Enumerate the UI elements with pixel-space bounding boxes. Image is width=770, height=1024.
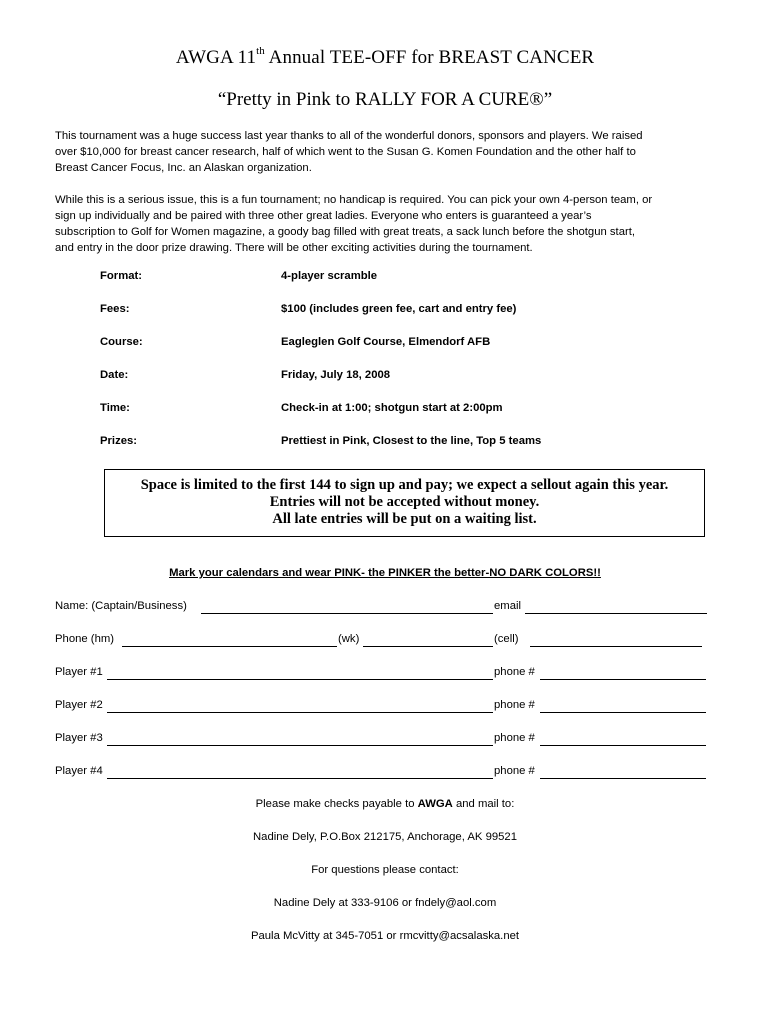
player-4-phone-field[interactable] [540, 778, 706, 779]
title-main: AWGA 11 [175, 47, 257, 68]
player-label: Player #3 [55, 732, 103, 744]
page-title [0, 47, 770, 69]
reminder-text: Mark your calendars and wear PINK- the PINKER the better-NO DARK COLORS!! [169, 567, 601, 579]
player-2-name-field[interactable] [107, 712, 493, 713]
detail-value: Check-in at 1:00; shotgun start at 2:00pm [281, 402, 503, 414]
intro-line: While this is a serious issue, this is a fun tournament; no handicap is required. You can pick your own 4-person team, or [55, 194, 653, 206]
player-phone-label: phone # [494, 699, 535, 711]
checks-payable-text [0, 798, 770, 810]
player-3-row [55, 732, 710, 748]
name-label: Name: (Captain/Business) [55, 600, 187, 612]
intro-line: subscription to Golf for Women magazine, a goody bag filled with great treats, a sack lunch before the shotgun start, [55, 226, 636, 238]
phone-home-label: Phone (hm) [55, 633, 115, 645]
detail-label: Time: [100, 402, 130, 414]
detail-value: 4-player scramble [281, 270, 378, 282]
phone-home-field[interactable] [122, 646, 337, 647]
detail-label: Fees: [100, 303, 130, 315]
phone-work-field[interactable] [363, 646, 493, 647]
intro-line: over $10,000 for breast cancer research, half of which went to the Susan G. Komen Foundation and the other half to [55, 146, 636, 158]
detail-label: Format: [100, 270, 143, 282]
contact-nadine: Nadine Dely at 333-9106 or fndely@aol.com [273, 897, 497, 909]
phone-cell-label: (cell) [494, 633, 519, 645]
intro-line: sign up individually and be paired with three other great ladies. Everyone who enters is guaranteed a year’s [55, 210, 592, 222]
detail-value: Prettiest in Pink, Closest to the line, Top 5 teams [281, 435, 542, 447]
name-email-row [55, 600, 710, 616]
contact-paula: Paula McVitty at 345-7051 or rmcvitty@acsalaska.net [250, 930, 520, 942]
intro-paragraph-2 [55, 192, 745, 256]
player-3-name-field[interactable] [107, 745, 493, 746]
checks-org: AWGA [417, 798, 453, 810]
title-rest: Annual TEE-OFF for BREAST CANCER [264, 47, 595, 68]
notice-line-2: Entries will not be accepted without money. [269, 494, 540, 510]
intro-line: This tournament was a huge success last year thanks to all of the wonderful donors, sponsors and players. We raised [55, 130, 643, 142]
name-field[interactable] [201, 613, 493, 614]
player-phone-label: phone # [494, 765, 535, 777]
player-2-row [55, 699, 710, 715]
phone-cell-field[interactable] [530, 646, 702, 647]
player-label: Player #1 [55, 666, 103, 678]
player-phone-label: phone # [494, 666, 535, 678]
intro-line: Breast Cancer Focus, Inc. an Alaskan organization. [55, 162, 312, 174]
intro-paragraph-1 [55, 128, 745, 176]
player-1-name-field[interactable] [107, 679, 493, 680]
detail-date [100, 369, 700, 385]
checks-pre: Please make checks payable to [255, 798, 418, 810]
space-limited-notice [104, 469, 705, 537]
notice-line-1: Space is limited to the first 144 to sign up and pay; we expect a sellout again this year. [140, 477, 669, 493]
phone-row [55, 633, 710, 649]
checks-post: and mail to: [452, 798, 515, 810]
detail-time [100, 402, 700, 418]
detail-value: Friday, July 18, 2008 [281, 369, 391, 381]
questions-text: For questions please contact: [311, 864, 459, 876]
detail-prizes [100, 435, 700, 451]
mailing-address: Nadine Dely, P.O.Box 212175, Anchorage, AK 99521 [253, 831, 517, 843]
intro-line: and entry in the door prize drawing. There will be other exciting activities during the tournament. [55, 242, 533, 254]
detail-value: $100 (includes green fee, cart and entry fee) [281, 303, 517, 315]
player-4-name-field[interactable] [107, 778, 493, 779]
title-superscript: th [256, 45, 265, 57]
email-field[interactable] [525, 613, 707, 614]
phone-work-label: (wk) [338, 633, 360, 645]
player-phone-label: phone # [494, 732, 535, 744]
detail-label: Course: [100, 336, 143, 348]
email-label: email [494, 600, 521, 612]
detail-fees [100, 303, 700, 319]
player-4-row [55, 765, 710, 781]
detail-format [100, 270, 700, 286]
page-subtitle: “Pretty in Pink to RALLY FOR A CURE®” [217, 89, 553, 110]
player-3-phone-field[interactable] [540, 745, 706, 746]
notice-line-3: All late entries will be put on a waiting list. [272, 511, 537, 527]
detail-label: Prizes: [100, 435, 138, 447]
player-2-phone-field[interactable] [540, 712, 706, 713]
detail-label: Date: [100, 369, 129, 381]
player-1-row [55, 666, 710, 682]
detail-course [100, 336, 700, 352]
player-1-phone-field[interactable] [540, 679, 706, 680]
detail-value: Eagleglen Golf Course, Elmendorf AFB [281, 336, 491, 348]
player-label: Player #2 [55, 699, 103, 711]
player-label: Player #4 [55, 765, 103, 777]
